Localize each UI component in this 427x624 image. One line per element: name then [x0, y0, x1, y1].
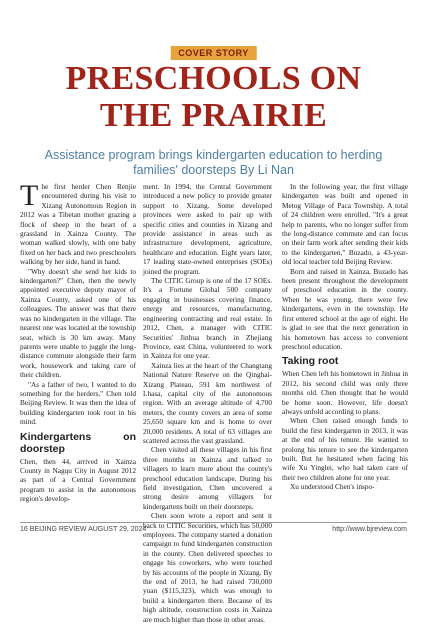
- article-column-1: [20, 179, 136, 510]
- paragraph: In the following year, the first village kindergarten was built and opened in Metog Village of Paca Township. A total of 24 children were enrolled. "It's a great help to parents, who no longer suffer from the long-distance commute and can focus on their farm work after sending their kids to the kindergarten," Buzado, a 43-year-old local teacher told Beijing Review.: [282, 182, 408, 267]
- footer-rule: [20, 522, 407, 523]
- paragraph: "Why doesn't she send her kids to kindergarten?" Chen, then the newly appointed executive deputy mayor of Xainza County, asked one of his colleagues. The answer was that there was no kindergarten in the village. The nearest one was located at the township seat, which is 30 km away. Many parents were unable to juggle the long-distance commute alongside their farm work, housework and taking care of their children.: [20, 266, 136, 380]
- subhead: Taking root: [282, 355, 339, 368]
- paragraph: Chen visited all these villages in his first three months in Xainza and talked to villagers to learn more about the county's preschool education landscape. During his field investigation, Chen uncovered a strong desire among villagers for kindergartens built on their doorsteps.: [143, 445, 272, 511]
- paragraph: When Chen left his hometown in Jinhua in 2012, his second child was only three months old. Chen thought that he would be home soon. However, life doesn't always unfold according to plans.: [282, 369, 408, 416]
- section-kicker: COVER STORY: [170, 46, 257, 60]
- subhead: Kindergartens on doorstep: [20, 430, 136, 455]
- paragraph: ment. In 1994, the Central Government introduced a new policy to provide greater support to Xizang. Some developed provinces were asked to pair up with specific cities and counties in Xizang and provide assistance in areas such as infrastructure development, agriculture, healthcare and education. Eight years later, 17 leading state-owned enterprises (SOEs) joined the program.: [143, 182, 272, 276]
- paragraph: Chen soon wrote a report and sent it back to CITIC Securities, which has 50,000 employees. The company started a donation campaign to fund kindergarten construction in the county. Chen delivered speeches to engage his coworkers, who were touched by his accounts of the people in Xizang. By the end of 2013, he had raised 730,000 yuan ($115,323), which was enough to build a kindergarten there. Because of its high altitude, construction costs in Xainza are much higher than those in other areas.: [143, 511, 272, 624]
- paragraph: Xu understood Chen's inspo-: [290, 482, 375, 492]
- article-column-3: [282, 182, 408, 510]
- article-column-2: [143, 182, 272, 624]
- paragraph: When Chen raised enough funds to build the first kindergarten in 2013, it was at the end of his tenure. He wanted to prolong his tenure to see the kindergarten built. But he hesitated when facing his wife Xu Yinglei, who had taken care of their two children alone for one year.: [282, 416, 408, 482]
- headline-line-1: PRESCHOOLS ON: [65, 60, 362, 97]
- paragraph: The CITIC Group is one of the 17 SOEs. It's a Fortune Global 500 company engaging in businesses covering finance, energy and resources, manufacturing, engineering contracting and real estate. In 2012, Chen, a manager with CITIC Securities' Jinhua branch in Zhejiang Province, east China, volunteered to work in Xainza for one year.: [143, 276, 272, 361]
- byline: By Li Nan: [239, 163, 294, 177]
- deck: [30, 148, 397, 178]
- deck-text: Assistance program brings kindergarten education to herding families' doorsteps: [44, 148, 383, 177]
- drop-cap: T: [20, 179, 39, 212]
- headline-line-2: THE PRAIRIE: [99, 97, 328, 134]
- footer-url: http://www.bjreview.com: [332, 526, 407, 533]
- paragraph: "As a father of two, I wanted to do something for the herders," Chen told Beijing Review. It was then the idea of building kindergarten took root in his mind.: [20, 379, 136, 427]
- paragraph: Born and raised in Xainza, Buzado has been present throughout the development of preschool education in the county. When he was young, there were few kindergartens, even in the township. He first entered school at the age of eight. He is glad to see that the next generation in his hometown has access to convenient preschool education.: [282, 266, 408, 351]
- paragraph: [20, 179, 136, 267]
- footer-page-info: 16 BEIJING REVIEW AUGUST 29, 2024: [20, 526, 147, 533]
- paragraph-text: he first herder Chen Renjie encountered during his visit to Xizang Autonomous Region in 2012 was a Tibetan mother grazing a flock of sheep in the heart of a grassland in Xainza County. The woman walked slowly, with one baby fixed on her back and two preschoolers walking by her side, hand in hand.: [20, 182, 136, 267]
- paragraph: Xainza lies at the heart of the Changtang National Nature Reserve on the Qinghai-Xizang Plateau, 591 km northwest of Lhasa, capital city of the autonomous region. With an average altitude of 4,700 meters, the county covers an area of some 25,650 square km and is home to over 20,000 residents. A total of 63 villages are scattered across the vast grassland.: [143, 360, 272, 445]
- paragraph: Chen, then 44, arrived in Xainza County in Nagqu City in August 2012 as part of a Central Government program to assist in the autonomous region's develop-: [20, 456, 136, 504]
